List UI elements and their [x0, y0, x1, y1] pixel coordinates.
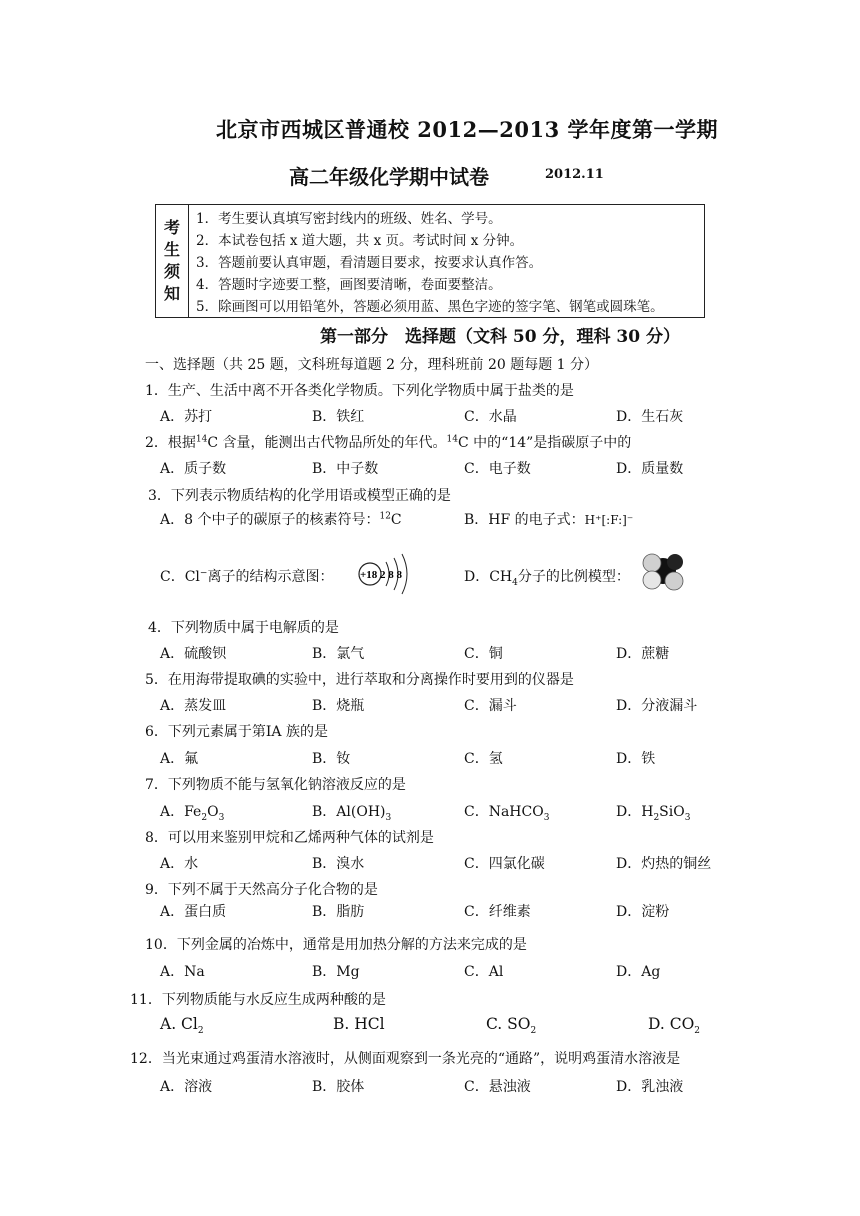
q3-c-rest: 离子的结构示意图：: [207, 569, 334, 585]
q5-option-a: A．蒸发皿: [160, 698, 227, 714]
methane-model-icon: [640, 548, 686, 594]
q8-option-d: D．灼热的铜丝: [616, 856, 712, 872]
q3-option-b: [464, 509, 633, 529]
q3-d-subscript: 4: [512, 577, 518, 588]
q3-d-rest: 分子的比例模型：: [517, 569, 630, 585]
notice-lines: [196, 208, 664, 318]
question-1-stem: 1．生产、生活中离不开各类化学物质。下列化学物质中属于盐类的是: [145, 383, 574, 399]
question-6-stem: 6．下列元素属于第ⅠA 族的是: [145, 724, 328, 740]
q3-a-mass: 12: [379, 511, 391, 522]
q6-option-d: D．铁: [616, 751, 656, 767]
q3-option-d: [464, 566, 630, 588]
q7-c-text: C．NaHCO: [464, 804, 544, 820]
notice-line: 1．考生要认真填写密封线内的班级、姓名、学号。: [196, 211, 502, 227]
q5-option-c: C．漏斗: [464, 698, 517, 714]
q9-option-b: B．脂肪: [312, 904, 365, 920]
q9-option-a: A．蛋白质: [160, 904, 227, 920]
q11-option-d: [648, 1015, 700, 1036]
q11-a-text: A. Cl: [160, 1015, 198, 1033]
q11-c-text: C. SO: [486, 1015, 531, 1033]
question-7-stem: 7．下列物质不能与氢氧化钠溶液反应的是: [145, 777, 406, 793]
q1-option-a: A．苏打: [160, 409, 213, 425]
q7-d-sub2: 3: [684, 812, 691, 823]
exam-title: 北京市西城区普通校 2012—2013 学年度第一学期: [216, 117, 719, 142]
q3-option-a: [160, 509, 402, 529]
q6-option-a: A．氟: [160, 751, 199, 767]
q5-option-b: B．烧瓶: [312, 698, 365, 714]
exam-date: 2012.11: [545, 167, 604, 182]
q2-option-b: B．中子数: [312, 461, 379, 477]
q12-option-b: B．胶体: [312, 1079, 365, 1095]
q3-option-c-text: C．Cl: [160, 569, 200, 585]
question-12-stem: 12．当光束通过鸡蛋清水溶液时，从侧面观察到一条光亮的“通路”，说明鸡蛋清水溶液是: [130, 1051, 681, 1067]
q1-option-b: B．铁红: [312, 409, 365, 425]
q2-mass-number: 14: [446, 434, 458, 445]
hf-electron-formula: H⁺[:F:]⁻: [584, 513, 634, 527]
q7-b-text: B．Al(OH): [312, 804, 386, 820]
q4-option-c: C．铜: [464, 646, 503, 662]
q10-option-b: B．Mg: [312, 964, 360, 980]
question-2-stem: [145, 432, 631, 452]
q2-stem-part: C 中的“14”是指碳原子中的: [458, 435, 632, 451]
q7-a-sub: 2: [201, 812, 208, 823]
q12-option-d: D．乳浊液: [616, 1079, 684, 1095]
q7-c-sub: 3: [543, 812, 550, 823]
q7-a-o: O: [207, 804, 219, 820]
q12-option-c: C．悬浊液: [464, 1079, 531, 1095]
notice-heading-char: 须: [163, 262, 180, 281]
q7-option-a: [160, 801, 224, 823]
q7-option-d: [616, 801, 690, 823]
atom-label: +18 2 8 8: [360, 569, 403, 581]
q7-option-c: [464, 801, 549, 823]
question-9-stem: 9．下列不属于天然高分子化合物的是: [145, 882, 378, 898]
q10-option-c: C．Al: [464, 964, 504, 980]
q3-c-charge: −: [199, 568, 208, 579]
question-8-stem: 8．可以用来鉴别甲烷和乙烯两种气体的试剂是: [145, 830, 434, 846]
q7-d-text: D．H: [616, 804, 654, 820]
q7-a-text: A．Fe: [160, 804, 202, 820]
notice-line: 3．答题前要认真审题，看清题目要求，按要求认真作答。: [196, 255, 543, 271]
q5-option-d: D．分液漏斗: [616, 698, 698, 714]
q7-option-b: [312, 801, 391, 823]
q3-a-element: C: [390, 512, 402, 528]
q2-stem-part: 2．根据: [145, 435, 196, 451]
q6-option-c: C．氢: [464, 751, 503, 767]
q7-b-sub: 3: [385, 812, 392, 823]
q2-option-c: C．电子数: [464, 461, 531, 477]
q8-option-c: C．四氯化碳: [464, 856, 545, 872]
q11-d-text: D. CO: [648, 1015, 695, 1033]
notice-line: 4．答题时字迹要工整，画图要清晰，卷面要整洁。: [196, 277, 502, 293]
q2-option-a: A．质子数: [160, 461, 227, 477]
q9-option-d: D．淀粉: [616, 904, 670, 920]
q7-a-sub2: 3: [218, 812, 225, 823]
q11-option-b: B. HCl: [333, 1015, 385, 1033]
question-3-stem: 3．下列表示物质结构的化学用语或模型正确的是: [148, 488, 451, 504]
q3-option-d-text: D．CH: [464, 569, 513, 585]
q8-option-b: B．溴水: [312, 856, 365, 872]
q3-option-a-text: A．8 个中子的碳原子的核素符号：: [160, 512, 380, 528]
notice-heading-char: 知: [163, 284, 180, 303]
q2-mass-number: 14: [195, 434, 208, 445]
q6-option-b: B．钕: [312, 751, 351, 767]
q3-option-b-text: B．HF 的电子式：: [464, 512, 585, 528]
q9-option-c: C．纤维素: [464, 904, 531, 920]
exam-subtitle: 高二年级化学期中试卷: [289, 165, 489, 189]
notice-heading: [156, 205, 189, 317]
notice-heading-char: 生: [163, 240, 180, 259]
q11-c-sub: 2: [530, 1026, 537, 1037]
q12-option-a: A．溶液: [160, 1079, 213, 1095]
q4-option-d: D．蔗糖: [616, 646, 670, 662]
q4-option-a: A．硫酸钡: [160, 646, 227, 662]
notice-line: 2．本试卷包括 x 道大题，共 x 页。考试时间 x 分钟。: [196, 233, 524, 249]
q11-d-sub: 2: [694, 1026, 701, 1037]
q2-option-d: D．质量数: [616, 461, 684, 477]
chlorine-ion-diagram: [356, 552, 416, 596]
part1-instruction: 一、选择题（共 25 题，文科班每道题 2 分，理科班前 20 题每题 1 分）: [145, 357, 599, 373]
part1-title: 第一部分 选择题（文科 50 分，理科 30 分）: [320, 327, 680, 347]
q11-a-sub: 2: [197, 1026, 204, 1037]
q8-option-a: A．水: [160, 856, 199, 872]
q4-option-b: B．氯气: [312, 646, 365, 662]
q2-stem-part: C 含量，能测出古代物品所处的年代。: [207, 435, 447, 451]
q11-option-a: [160, 1015, 204, 1036]
notice-line: 5．除画图可以用铅笔外，答题必须用蓝、黑色字迹的签字笔、钢笔或圆珠笔。: [196, 299, 664, 315]
question-10-stem: 10．下列金属的冶炼中，通常是用加热分解的方法来完成的是: [145, 937, 527, 953]
q1-option-d: D．生石灰: [616, 409, 684, 425]
q1-option-c: C．水晶: [464, 409, 517, 425]
question-5-stem: 5．在用海带提取碘的实验中，进行萃取和分离操作时要用到的仪器是: [145, 672, 574, 688]
q10-option-a: A．Na: [160, 964, 205, 980]
notice-heading-char: 考: [163, 218, 180, 237]
question-11-stem: 11．下列物质能与水反应生成两种酸的是: [130, 992, 386, 1008]
q3-option-c: [160, 566, 333, 586]
notice-box: [155, 204, 705, 318]
q7-d-sub: 2: [653, 812, 660, 823]
q10-option-d: D．Ag: [616, 964, 661, 980]
q7-d-sio: SiO: [659, 804, 685, 820]
question-4-stem: 4．下列物质中属于电解质的是: [148, 620, 339, 636]
q11-option-c: [486, 1015, 536, 1036]
